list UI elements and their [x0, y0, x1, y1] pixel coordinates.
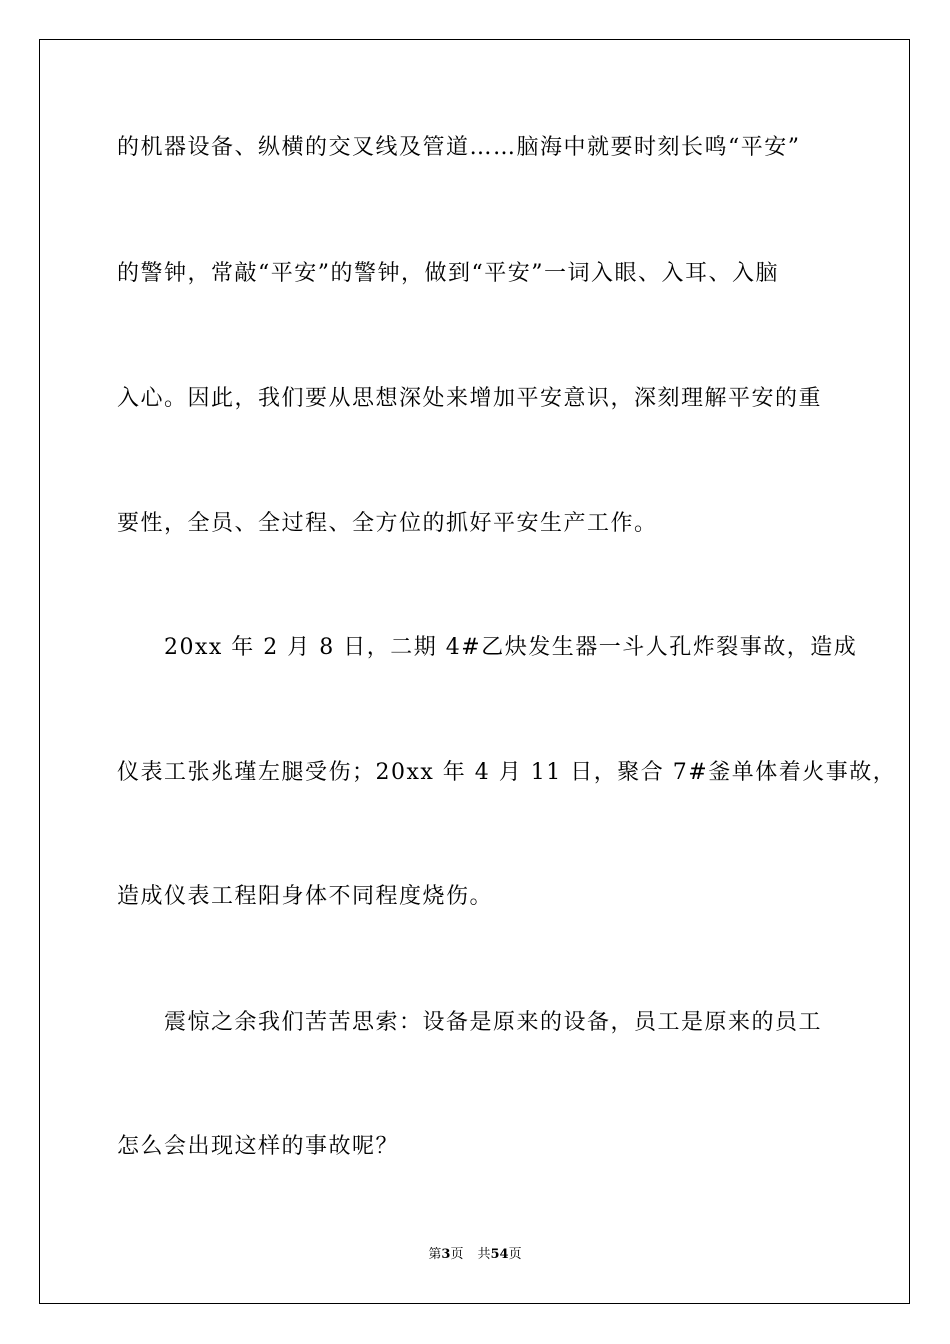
footer-total-pages: 54	[490, 1247, 509, 1262]
body-line-3: 入心。因此，我们要从思想深处来增加平安意识，深刻理解平安的重	[117, 386, 823, 411]
body-line-1: 的机器设备、纵横的交叉线及管道……脑海中就要时刻长鸣“平安”	[117, 135, 801, 160]
footer-total-suffix: 页	[508, 1247, 522, 1262]
body-line-8: 震惊之余我们苦苦思索：设备是原来的设备，员工是原来的员工	[164, 1010, 823, 1035]
body-line-9: 怎么会出现这样的事故呢？	[117, 1134, 400, 1159]
body-line-2: 的警钟，常敲“平安”的警钟，做到“平安”一词入眼、入耳、入脑	[117, 261, 779, 286]
footer-total-prefix: 共	[477, 1247, 491, 1262]
page-footer	[0, 1246, 950, 1264]
body-line-4: 要性，全员、全过程、全方位的抓好平安生产工作。	[117, 511, 658, 536]
body-line-7: 造成仪表工程阳身体不同程度烧伤。	[117, 884, 494, 909]
page-frame	[39, 39, 910, 1304]
body-line-6: 仪表工张兆瑾左腿受伤；20xx 年 4 月 11 日，聚合 7#釜单体着火事故，	[117, 760, 897, 785]
body-line-5: 20xx 年 2 月 8 日，二期 4#乙炔发生器一斗人孔炸裂事故，造成	[164, 635, 858, 660]
footer-page-number: 3	[441, 1247, 451, 1262]
footer-page-prefix: 第	[428, 1247, 442, 1262]
footer-page-suffix: 页	[450, 1247, 464, 1262]
